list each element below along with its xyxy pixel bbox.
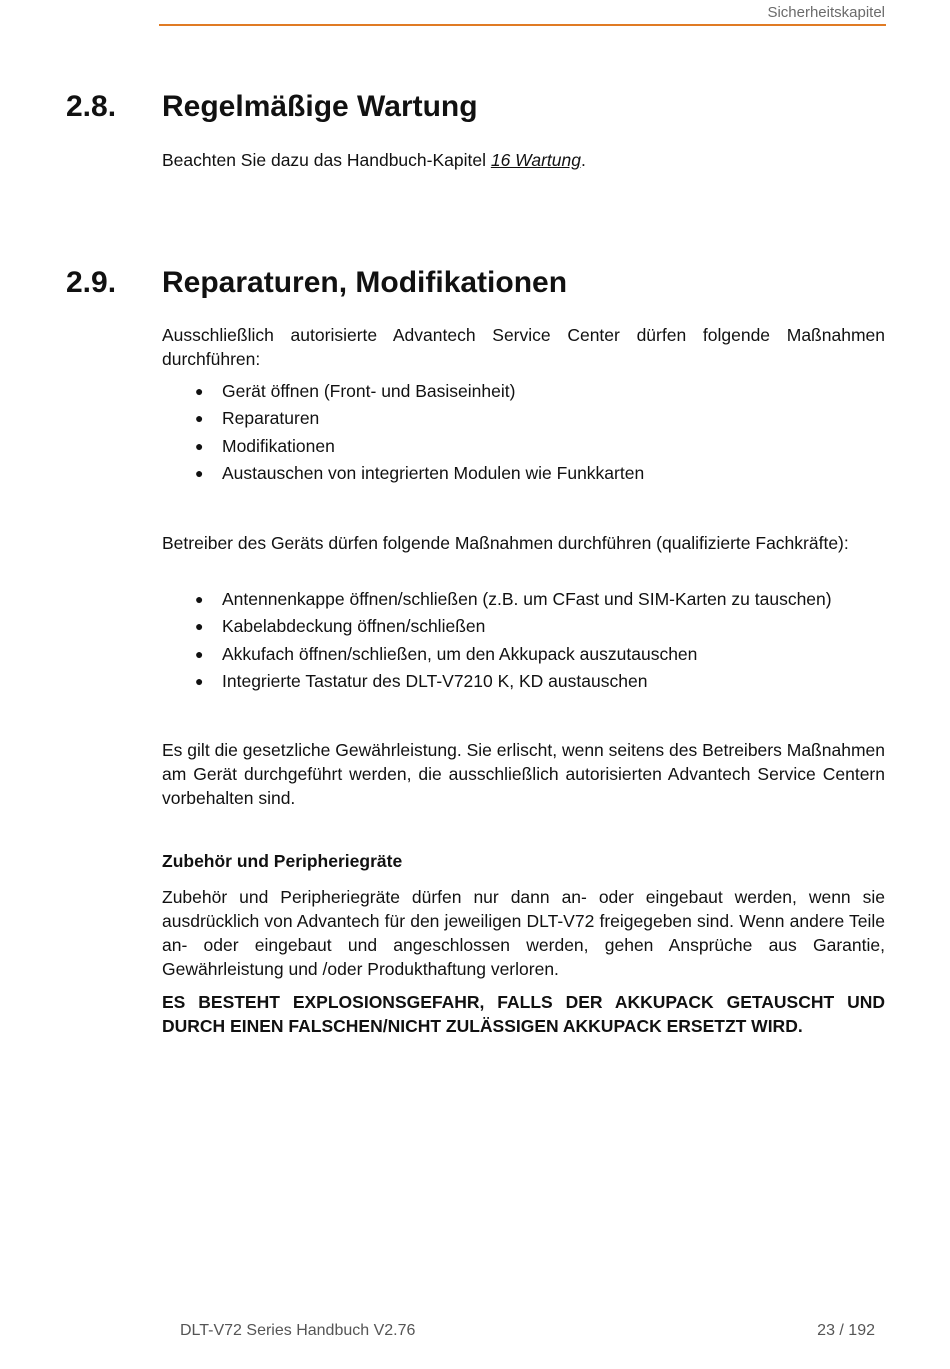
bullet-icon: ●: [195, 383, 204, 399]
bullet-icon: ●: [195, 410, 204, 427]
section-title: Reparaturen, Modifikationen: [162, 266, 568, 299]
maintenance-paragraph: [162, 148, 885, 172]
operator-list: [162, 586, 832, 695]
list-item: [162, 433, 644, 460]
explosion-warning: ES BESTEHT EXPLOSIONSGEFAHR, FALLS DER AKKUPACK GETAUSCHT UND DURCH EINEN FALSCHEN/NICHT ZULÄSSIGEN AKKUPACK ERSETZT WIRD.: [162, 992, 885, 1036]
maintenance-text-end: .: [581, 150, 586, 170]
list-item-text: Reparaturen: [222, 408, 320, 429]
list-item-text: Antennenkappe öffnen/schließen (z.B. um CFast und SIM-Karten zu tauschen): [222, 589, 832, 609]
running-header: Sicherheitskapitel: [767, 4, 885, 21]
operator-intro: Betreiber des Geräts dürfen folgende Maßnahmen durchführen (qualifizierte Fachkräfte):: [162, 533, 849, 553]
bullet-icon: ●: [195, 591, 204, 607]
header-rule: [159, 24, 886, 26]
list-item-text: Kabelabdeckung öffnen/schließen: [222, 616, 486, 637]
footer-document-title: DLT-V72 Series Handbuch V2.76: [180, 1322, 416, 1339]
section-title: Regelmäßige Wartung: [162, 90, 478, 123]
service-center-list: [162, 378, 644, 487]
list-item-text: Modifikationen: [222, 435, 335, 456]
bullet-icon: ●: [195, 618, 204, 635]
service-center-intro: Ausschließlich autorisierte Advantech Service Center dürfen folgende Maßnahmen durchführen:: [162, 325, 885, 369]
bullet-icon: ●: [195, 464, 204, 481]
section-number: 2.8.: [66, 90, 117, 123]
footer-page-number: 23 / 192: [817, 1322, 875, 1339]
bullet-icon: ●: [195, 672, 204, 689]
list-item: [162, 641, 832, 668]
list-item: [162, 668, 832, 695]
list-item-text: Gerät öffnen (Front- und Basiseinheit): [222, 381, 516, 401]
list-item-text: Austauschen von integrierten Modulen wie Funkkarten: [222, 462, 645, 483]
maintenance-chapter-link[interactable]: 16 Wartung: [490, 150, 581, 170]
list-item-text: Integrierte Tastatur des DLT-V7210 K, KD austauschen: [222, 670, 648, 691]
list-item: [162, 378, 644, 405]
bullet-icon: ●: [195, 437, 204, 454]
accessories-heading: Zubehör und Peripheriegräte: [162, 851, 403, 871]
list-item: [162, 405, 644, 432]
list-item-text: Akkufach öffnen/schließen, um den Akkupack auszutauschen: [222, 643, 698, 664]
list-item: [162, 613, 832, 640]
warranty-paragraph: Es gilt die gesetzliche Gewährleistung. Sie erlischt, wenn seitens des Betreibers Maßnahmen am Gerät durchgeführt werden, die ausschließlich autorisierten Advantech Service Centern vorbehalten sind.: [162, 740, 885, 808]
list-item: [162, 586, 832, 613]
accessories-paragraph: Zubehör und Peripheriegräte dürfen nur dann an- oder eingebaut werden, wenn sie ausdrücklich von Advantech für den jeweiligen DLT-V72 freigegeben sind. Wenn andere Teile an- oder eingebaut und angeschlossen werden, gehen Ansprüche aus Garantie, Gewährleistung und /oder Produkthaftung verloren.: [162, 887, 885, 979]
section-number: 2.9.: [66, 266, 117, 299]
bullet-icon: ●: [195, 645, 204, 662]
maintenance-text: Beachten Sie dazu das Handbuch-Kapitel: [162, 150, 491, 170]
list-item: [162, 460, 644, 487]
